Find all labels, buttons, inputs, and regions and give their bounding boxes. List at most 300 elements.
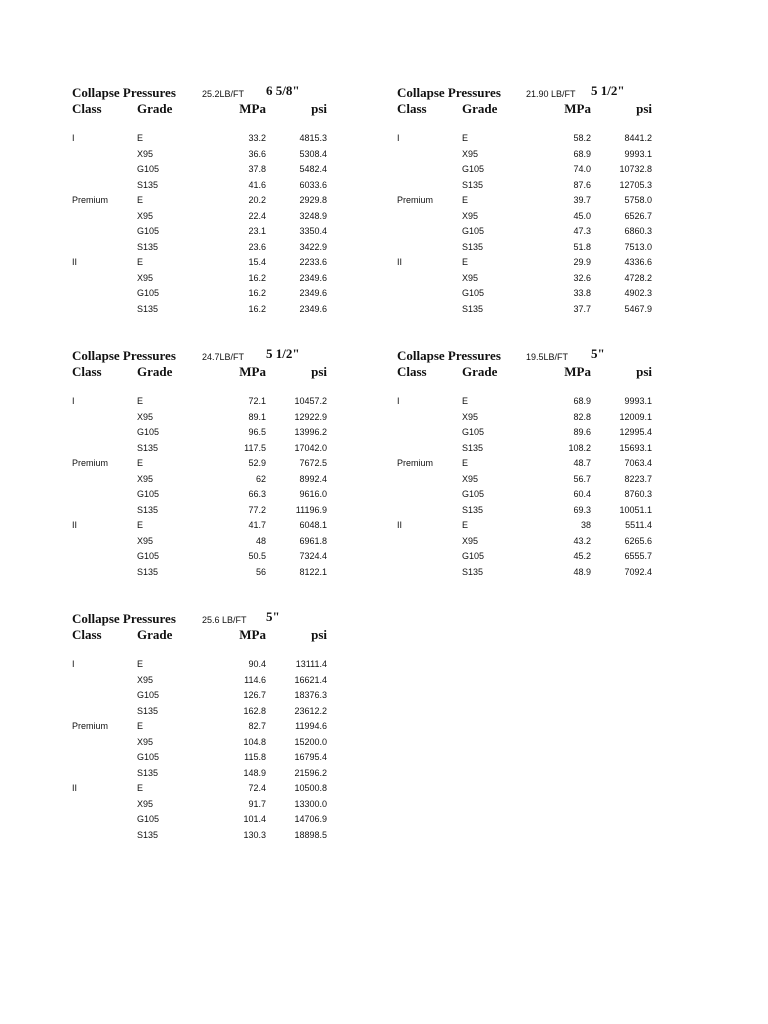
cell-psi: 12995.4 <box>619 427 652 437</box>
table-body <box>72 133 342 319</box>
table-row <box>72 706 342 722</box>
table-row <box>397 567 667 583</box>
cell-grade: X95 <box>462 148 479 159</box>
table-row <box>72 737 342 753</box>
cell-mpa: 87.6 <box>573 179 591 190</box>
cell-mpa: 108.2 <box>568 442 591 453</box>
cell-mpa: 68.9 <box>573 148 591 159</box>
cell-class: Premium <box>72 721 109 731</box>
collapse-table <box>397 348 667 582</box>
table-row <box>72 721 342 737</box>
cell-psi: 18376.3 <box>294 690 327 700</box>
cell-psi: 4336.6 <box>624 257 652 267</box>
cell-grade: G105 <box>137 489 160 499</box>
table-title-row <box>72 611 342 627</box>
cell-psi: 23612.2 <box>294 705 327 716</box>
cell-mpa: 48.7 <box>573 458 591 468</box>
table-row <box>397 133 667 149</box>
cell-grade: G105 <box>137 164 160 174</box>
cell-mpa: 77.2 <box>248 504 266 515</box>
cell-grade: G105 <box>137 226 160 236</box>
table-title: Collapse Pressures <box>72 611 176 626</box>
table-row <box>397 304 667 320</box>
table-row <box>72 180 342 196</box>
table-row <box>397 489 667 505</box>
cell-grade: S135 <box>137 705 159 716</box>
cell-mpa: 43.2 <box>573 535 591 546</box>
table-row <box>397 536 667 552</box>
cell-mpa: 48.9 <box>573 566 591 577</box>
cell-mpa: 60.4 <box>573 489 591 499</box>
cell-mpa: 51.8 <box>573 241 591 252</box>
cell-grade: E <box>137 783 144 793</box>
cell-psi: 9993.1 <box>624 396 652 406</box>
cell-class: Premium <box>72 458 109 468</box>
cell-grade: G105 <box>462 427 485 437</box>
cell-grade: S135 <box>462 241 484 252</box>
table-title-row <box>397 348 667 364</box>
cell-psi: 2349.6 <box>299 288 327 298</box>
cell-mpa: 41.7 <box>248 520 266 530</box>
cell-psi: 2929.8 <box>299 195 327 205</box>
cell-grade: X95 <box>137 272 154 283</box>
pipe-weight: 19.5LB/FT <box>526 352 569 362</box>
cell-mpa: 162.8 <box>243 705 266 716</box>
cell-mpa: 72.4 <box>248 783 266 793</box>
cell-mpa: 56 <box>255 566 266 577</box>
table-row <box>397 242 667 258</box>
cell-class: II <box>72 520 78 530</box>
cell-mpa: 39.7 <box>573 195 591 205</box>
table-row <box>397 211 667 227</box>
collapse-table <box>397 85 667 319</box>
header-mpa: MPa <box>239 364 266 379</box>
cell-grade: E <box>137 520 144 530</box>
cell-mpa: 89.1 <box>248 411 266 422</box>
table-row <box>72 520 342 536</box>
table-row <box>72 273 342 289</box>
cell-grade: S135 <box>462 504 484 515</box>
header-mpa: MPa <box>239 101 266 116</box>
cell-class: Premium <box>72 195 109 205</box>
cell-mpa: 47.3 <box>573 226 591 236</box>
cell-grade: X95 <box>462 272 479 283</box>
cell-mpa: 52.9 <box>248 458 266 468</box>
cell-mpa: 96.5 <box>248 427 266 437</box>
cell-psi: 16621.4 <box>294 674 327 685</box>
table-row <box>72 226 342 242</box>
table-row <box>72 505 342 521</box>
cell-class: Premium <box>397 458 434 468</box>
table-row <box>72 304 342 320</box>
cell-grade: X95 <box>137 736 154 747</box>
cell-mpa: 74.0 <box>573 164 591 174</box>
table-title: Collapse Pressures <box>397 348 501 363</box>
cell-psi: 6048.1 <box>299 520 327 530</box>
cell-psi: 7672.5 <box>299 458 327 468</box>
cell-psi: 8441.2 <box>624 133 652 143</box>
cell-grade: G105 <box>137 288 160 298</box>
table-row <box>397 164 667 180</box>
pipe-size: 6 5/8" <box>266 83 300 98</box>
cell-class: I <box>72 133 75 143</box>
cell-grade: E <box>462 396 469 406</box>
cell-grade: E <box>137 458 144 468</box>
cell-grade: S135 <box>137 303 159 314</box>
cell-mpa: 56.7 <box>573 473 591 484</box>
table-row <box>397 505 667 521</box>
cell-mpa: 89.6 <box>573 427 591 437</box>
pipe-size: 5" <box>591 346 605 361</box>
header-class: Class <box>72 101 102 116</box>
cell-mpa: 23.1 <box>248 226 266 236</box>
cell-psi: 3422.9 <box>299 241 327 252</box>
table-row <box>72 489 342 505</box>
cell-grade: E <box>137 195 144 205</box>
table-row <box>397 458 667 474</box>
table-row <box>72 474 342 490</box>
cell-grade: E <box>137 257 144 267</box>
cell-class: I <box>72 659 75 669</box>
cell-grade: S135 <box>137 767 159 778</box>
cell-class: II <box>72 783 78 793</box>
table-row <box>397 520 667 536</box>
table-row <box>72 195 342 211</box>
cell-grade: S135 <box>137 241 159 252</box>
cell-mpa: 101.4 <box>243 814 266 824</box>
table-body <box>397 396 667 582</box>
table-row <box>397 443 667 459</box>
table-body <box>72 659 342 845</box>
cell-mpa: 82.7 <box>248 721 266 731</box>
cell-grade: G105 <box>137 814 160 824</box>
table-row <box>397 273 667 289</box>
cell-grade: S135 <box>137 829 159 840</box>
table-title: Collapse Pressures <box>72 348 176 363</box>
table-row <box>72 551 342 567</box>
cell-mpa: 66.3 <box>248 489 266 499</box>
header-mpa: MPa <box>239 627 266 642</box>
table-row <box>397 257 667 273</box>
cell-psi: 6526.7 <box>624 210 652 221</box>
table-row <box>72 288 342 304</box>
cell-grade: X95 <box>462 411 479 422</box>
table-row <box>397 149 667 165</box>
cell-psi: 5482.4 <box>299 164 327 174</box>
cell-mpa: 50.5 <box>248 551 266 561</box>
cell-grade: E <box>462 257 469 267</box>
cell-psi: 2233.6 <box>299 257 327 267</box>
cell-psi: 2349.6 <box>299 303 327 314</box>
cell-psi: 6265.6 <box>624 535 652 546</box>
cell-psi: 3350.4 <box>299 226 327 236</box>
cell-grade: X95 <box>462 473 479 484</box>
cell-psi: 12009.1 <box>619 411 652 422</box>
cell-psi: 6033.6 <box>299 179 327 190</box>
table-row <box>72 814 342 830</box>
cell-mpa: 82.8 <box>573 411 591 422</box>
pipe-size: 5 1/2" <box>591 83 625 98</box>
header-class: Class <box>397 364 427 379</box>
header-grade: Grade <box>137 364 173 379</box>
collapse-table <box>72 611 342 845</box>
cell-grade: S135 <box>137 179 159 190</box>
pipe-weight: 24.7LB/FT <box>202 352 245 362</box>
cell-mpa: 48 <box>255 535 266 546</box>
cell-grade: G105 <box>137 551 160 561</box>
cell-psi: 5308.4 <box>299 148 327 159</box>
header-grade: Grade <box>137 101 173 116</box>
cell-grade: S135 <box>137 504 159 515</box>
cell-grade: S135 <box>462 566 484 577</box>
cell-grade: E <box>137 721 144 731</box>
cell-psi: 12705.3 <box>619 179 652 190</box>
cell-psi: 14706.9 <box>294 814 327 824</box>
cell-grade: X95 <box>462 535 479 546</box>
cell-grade: X95 <box>137 411 154 422</box>
cell-psi: 13996.2 <box>294 427 327 437</box>
cell-grade: G105 <box>137 752 160 762</box>
table-header <box>397 101 667 116</box>
cell-mpa: 16.2 <box>248 272 266 283</box>
table-row <box>72 768 342 784</box>
cell-grade: G105 <box>462 489 485 499</box>
cell-mpa: 69.3 <box>573 504 591 515</box>
table-row <box>72 133 342 149</box>
collapse-table <box>72 348 342 582</box>
table-row <box>72 536 342 552</box>
table-row <box>72 164 342 180</box>
table-header <box>397 364 667 379</box>
cell-grade: E <box>462 458 469 468</box>
cell-grade: X95 <box>137 798 154 809</box>
cell-grade: S135 <box>137 442 159 453</box>
cell-grade: G105 <box>462 551 485 561</box>
cell-mpa: 23.6 <box>248 241 266 252</box>
cell-mpa: 130.3 <box>243 829 266 840</box>
cell-grade: S135 <box>462 442 484 453</box>
cell-psi: 7063.4 <box>624 458 652 468</box>
cell-psi: 8992.4 <box>299 473 327 484</box>
cell-grade: X95 <box>137 473 154 484</box>
table-row <box>72 412 342 428</box>
cell-psi: 4815.3 <box>299 133 327 143</box>
header-grade: Grade <box>462 364 498 379</box>
header-psi: psi <box>636 364 652 379</box>
cell-class: II <box>397 520 403 530</box>
cell-mpa: 37.8 <box>248 164 266 174</box>
table-row <box>397 427 667 443</box>
cell-psi: 5467.9 <box>624 303 652 314</box>
pipe-size: 5" <box>266 609 280 624</box>
cell-psi: 17042.0 <box>294 442 327 453</box>
cell-grade: G105 <box>462 164 485 174</box>
table-row <box>72 211 342 227</box>
cell-class: Premium <box>397 195 434 205</box>
header-psi: psi <box>636 101 652 116</box>
cell-psi: 7513.0 <box>624 241 652 252</box>
header-psi: psi <box>311 101 327 116</box>
table-row <box>397 412 667 428</box>
cell-psi: 8223.7 <box>624 473 652 484</box>
cell-grade: G105 <box>137 690 160 700</box>
cell-mpa: 33.8 <box>573 288 591 298</box>
cell-psi: 13111.4 <box>295 659 327 669</box>
pipe-weight: 21.90 LB/FT <box>526 89 576 99</box>
cell-grade: X95 <box>462 210 479 221</box>
cell-class: II <box>397 257 403 267</box>
cell-mpa: 45.0 <box>573 210 591 221</box>
cell-psi: 8122.1 <box>299 566 327 577</box>
table-title: Collapse Pressures <box>72 85 176 100</box>
table-title-row <box>72 85 342 101</box>
table-row <box>72 427 342 443</box>
cell-mpa: 114.6 <box>244 674 266 685</box>
cell-mpa: 38 <box>580 520 591 530</box>
cell-mpa: 37.7 <box>573 303 591 314</box>
cell-psi: 4728.2 <box>624 272 652 283</box>
cell-psi: 4902.3 <box>624 288 652 298</box>
cell-mpa: 126.7 <box>243 690 266 700</box>
table-header <box>72 101 342 116</box>
cell-psi: 8760.3 <box>624 489 652 499</box>
cell-grade: E <box>462 195 469 205</box>
cell-mpa: 36.6 <box>248 148 266 159</box>
cell-psi: 10457.2 <box>294 396 327 406</box>
cell-psi: 3248.9 <box>299 210 327 221</box>
header-psi: psi <box>311 364 327 379</box>
cell-psi: 9993.1 <box>624 148 652 159</box>
cell-mpa: 41.6 <box>248 179 266 190</box>
cell-mpa: 16.2 <box>248 303 266 314</box>
cell-psi: 6860.3 <box>624 226 652 236</box>
header-class: Class <box>397 101 427 116</box>
cell-grade: G105 <box>462 226 485 236</box>
cell-mpa: 72.1 <box>248 396 266 406</box>
cell-grade: X95 <box>137 148 154 159</box>
table-row <box>72 752 342 768</box>
cell-mpa: 68.9 <box>573 396 591 406</box>
table-row <box>397 551 667 567</box>
header-class: Class <box>72 627 102 642</box>
header-mpa: MPa <box>564 364 591 379</box>
table-row <box>397 396 667 412</box>
cell-mpa: 20.2 <box>248 195 266 205</box>
cell-psi: 15693.1 <box>619 442 652 453</box>
cell-mpa: 91.7 <box>248 798 266 809</box>
cell-psi: 12922.9 <box>294 411 327 422</box>
cell-psi: 18898.5 <box>294 829 327 840</box>
cell-mpa: 45.2 <box>573 551 591 561</box>
table-row <box>72 443 342 459</box>
cell-psi: 11196.9 <box>295 504 327 515</box>
collapse-table <box>72 85 342 319</box>
pipe-weight: 25.6 LB/FT <box>202 615 247 625</box>
cell-mpa: 148.9 <box>243 767 266 778</box>
cell-psi: 5758.0 <box>624 195 652 205</box>
cell-grade: X95 <box>137 210 154 221</box>
table-row <box>397 195 667 211</box>
cell-class: I <box>397 396 400 406</box>
cell-mpa: 16.2 <box>248 288 266 298</box>
cell-mpa: 90.4 <box>248 659 266 669</box>
cell-grade: E <box>137 659 144 669</box>
table-row <box>72 799 342 815</box>
cell-psi: 10051.1 <box>619 504 652 515</box>
cell-psi: 7324.4 <box>299 551 327 561</box>
cell-grade: S135 <box>137 566 159 577</box>
cell-psi: 9616.0 <box>299 489 327 499</box>
cell-grade: E <box>462 133 469 143</box>
cell-psi: 11994.6 <box>295 721 327 731</box>
cell-psi: 5511.4 <box>625 520 652 530</box>
cell-grade: X95 <box>137 535 154 546</box>
cell-grade: E <box>137 133 144 143</box>
cell-psi: 21596.2 <box>294 767 327 778</box>
header-mpa: MPa <box>564 101 591 116</box>
table-row <box>397 288 667 304</box>
table-body <box>72 396 342 582</box>
cell-mpa: 115.8 <box>244 752 266 762</box>
table-row <box>397 226 667 242</box>
cell-mpa: 62 <box>255 473 266 484</box>
table-body <box>397 133 667 319</box>
header-grade: Grade <box>137 627 173 642</box>
header-psi: psi <box>311 627 327 642</box>
cell-grade: G105 <box>462 288 485 298</box>
cell-grade: E <box>137 396 144 406</box>
cell-psi: 10500.8 <box>294 783 327 793</box>
cell-grade: S135 <box>462 179 484 190</box>
cell-class: I <box>397 133 400 143</box>
cell-grade: S135 <box>462 303 484 314</box>
cell-mpa: 33.2 <box>248 133 266 143</box>
header-grade: Grade <box>462 101 498 116</box>
cell-mpa: 32.6 <box>573 272 591 283</box>
table-title-row <box>72 348 342 364</box>
table-row <box>397 474 667 490</box>
cell-psi: 6555.7 <box>624 551 652 561</box>
cell-psi: 6961.8 <box>299 535 327 546</box>
cell-mpa: 104.8 <box>243 736 266 747</box>
pipe-size: 5 1/2" <box>266 346 300 361</box>
cell-mpa: 58.2 <box>573 133 591 143</box>
table-row <box>72 675 342 691</box>
table-title: Collapse Pressures <box>397 85 501 100</box>
pipe-weight: 25.2LB/FT <box>202 89 245 99</box>
table-row <box>72 783 342 799</box>
table-row <box>72 149 342 165</box>
cell-psi: 10732.8 <box>619 164 652 174</box>
cell-grade: X95 <box>137 674 154 685</box>
cell-psi: 7092.4 <box>624 566 652 577</box>
table-row <box>72 659 342 675</box>
cell-grade: E <box>462 520 469 530</box>
cell-psi: 13300.0 <box>294 798 327 809</box>
cell-psi: 2349.6 <box>299 272 327 283</box>
table-row <box>72 830 342 846</box>
cell-mpa: 22.4 <box>248 210 266 221</box>
table-row <box>72 690 342 706</box>
table-header <box>72 364 342 379</box>
cell-mpa: 29.9 <box>573 257 591 267</box>
cell-class: II <box>72 257 78 267</box>
table-row <box>72 257 342 273</box>
cell-mpa: 15.4 <box>248 257 266 267</box>
table-row <box>72 458 342 474</box>
table-header <box>72 627 342 642</box>
cell-psi: 15200.0 <box>294 736 327 747</box>
